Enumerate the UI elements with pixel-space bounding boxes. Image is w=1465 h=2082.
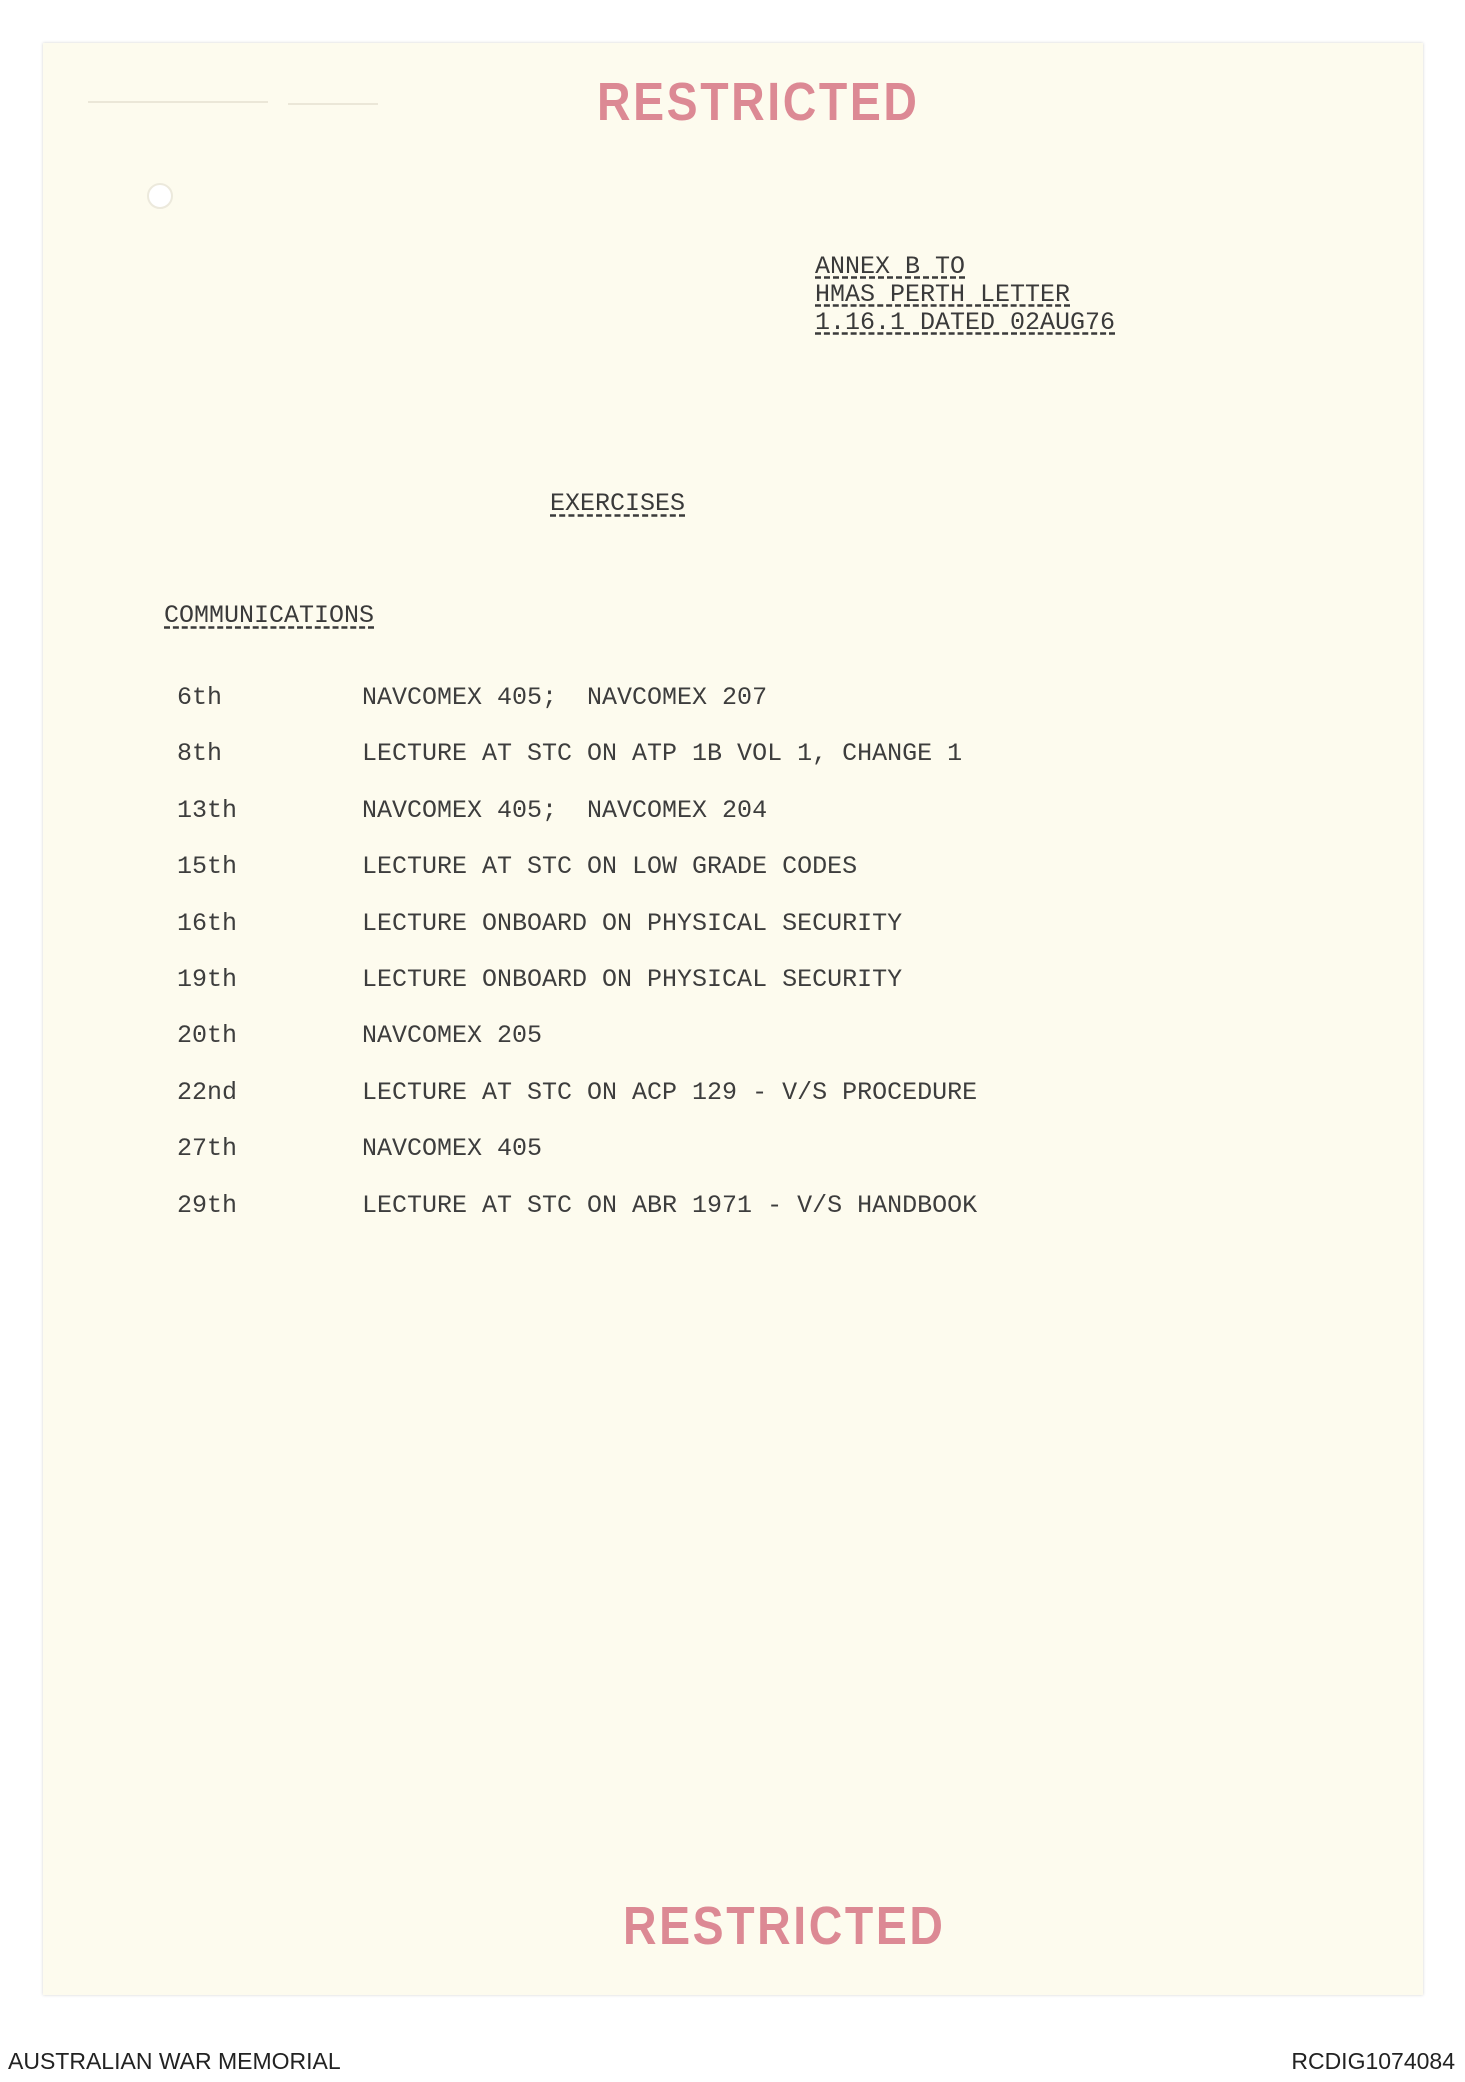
annex-line-2: HMAS PERTH LETTER — [815, 280, 1071, 309]
entry-text: NAVCOMEX 205 — [362, 1021, 543, 1051]
entry-text: NAVCOMEX 405 — [362, 1134, 543, 1164]
restricted-stamp-bottom: RESTRICTED — [623, 1896, 946, 1956]
entry-text: LECTURE ONBOARD ON PHYSICAL SECURITY — [362, 964, 903, 994]
list-item — [177, 683, 977, 739]
annex-line-1: ANNEX B TO — [815, 252, 966, 281]
entry-text: LECTURE AT STC ON ACP 129 - V/S PROCEDURE — [362, 1077, 978, 1107]
faint-mark — [288, 103, 378, 105]
footer-institution: AUSTRALIAN WAR MEMORIAL — [8, 2048, 341, 2074]
footer-record-id: RCDIG1074084 — [1291, 2048, 1455, 2074]
restricted-stamp-top: RESTRICTED — [597, 72, 920, 132]
entry-list — [177, 683, 977, 1247]
entry-text: LECTURE AT STC ON ABR 1971 - V/S HANDBOOK — [362, 1190, 978, 1220]
entry-day: 20th — [177, 1021, 238, 1051]
list-item — [177, 1021, 977, 1077]
list-item — [177, 796, 977, 852]
entry-day: 22nd — [177, 1077, 238, 1107]
entry-day: 16th — [177, 908, 238, 938]
section-heading: COMMUNICATIONS — [164, 601, 375, 630]
entry-day: 15th — [177, 852, 238, 882]
entry-day: 27th — [177, 1134, 238, 1164]
entry-text: LECTURE AT STC ON LOW GRADE CODES — [362, 852, 858, 882]
list-item — [177, 909, 977, 965]
entry-day: 29th — [177, 1190, 238, 1220]
annex-reference — [815, 253, 1115, 337]
list-item — [177, 1134, 977, 1190]
list-item — [177, 739, 977, 795]
list-item — [177, 965, 977, 1021]
document-page — [43, 43, 1423, 1995]
entry-text: NAVCOMEX 405; NAVCOMEX 204 — [362, 795, 768, 825]
entry-day: 8th — [177, 739, 223, 769]
entry-text: NAVCOMEX 405; NAVCOMEX 207 — [362, 683, 768, 712]
list-item — [177, 1078, 977, 1134]
faint-mark — [88, 101, 268, 103]
list-item — [177, 1191, 977, 1247]
page-title: EXERCISES — [550, 489, 686, 518]
list-item — [177, 852, 977, 908]
annex-line-3: 1.16.1 DATED 02AUG76 — [815, 308, 1116, 337]
entry-day: 19th — [177, 964, 238, 994]
entry-day: 13th — [177, 795, 238, 825]
entry-text: LECTURE ONBOARD ON PHYSICAL SECURITY — [362, 908, 903, 938]
entry-text: LECTURE AT STC ON ATP 1B VOL 1, CHANGE 1 — [362, 739, 963, 769]
entry-day: 6th — [177, 683, 223, 712]
punch-hole-icon — [147, 183, 173, 209]
